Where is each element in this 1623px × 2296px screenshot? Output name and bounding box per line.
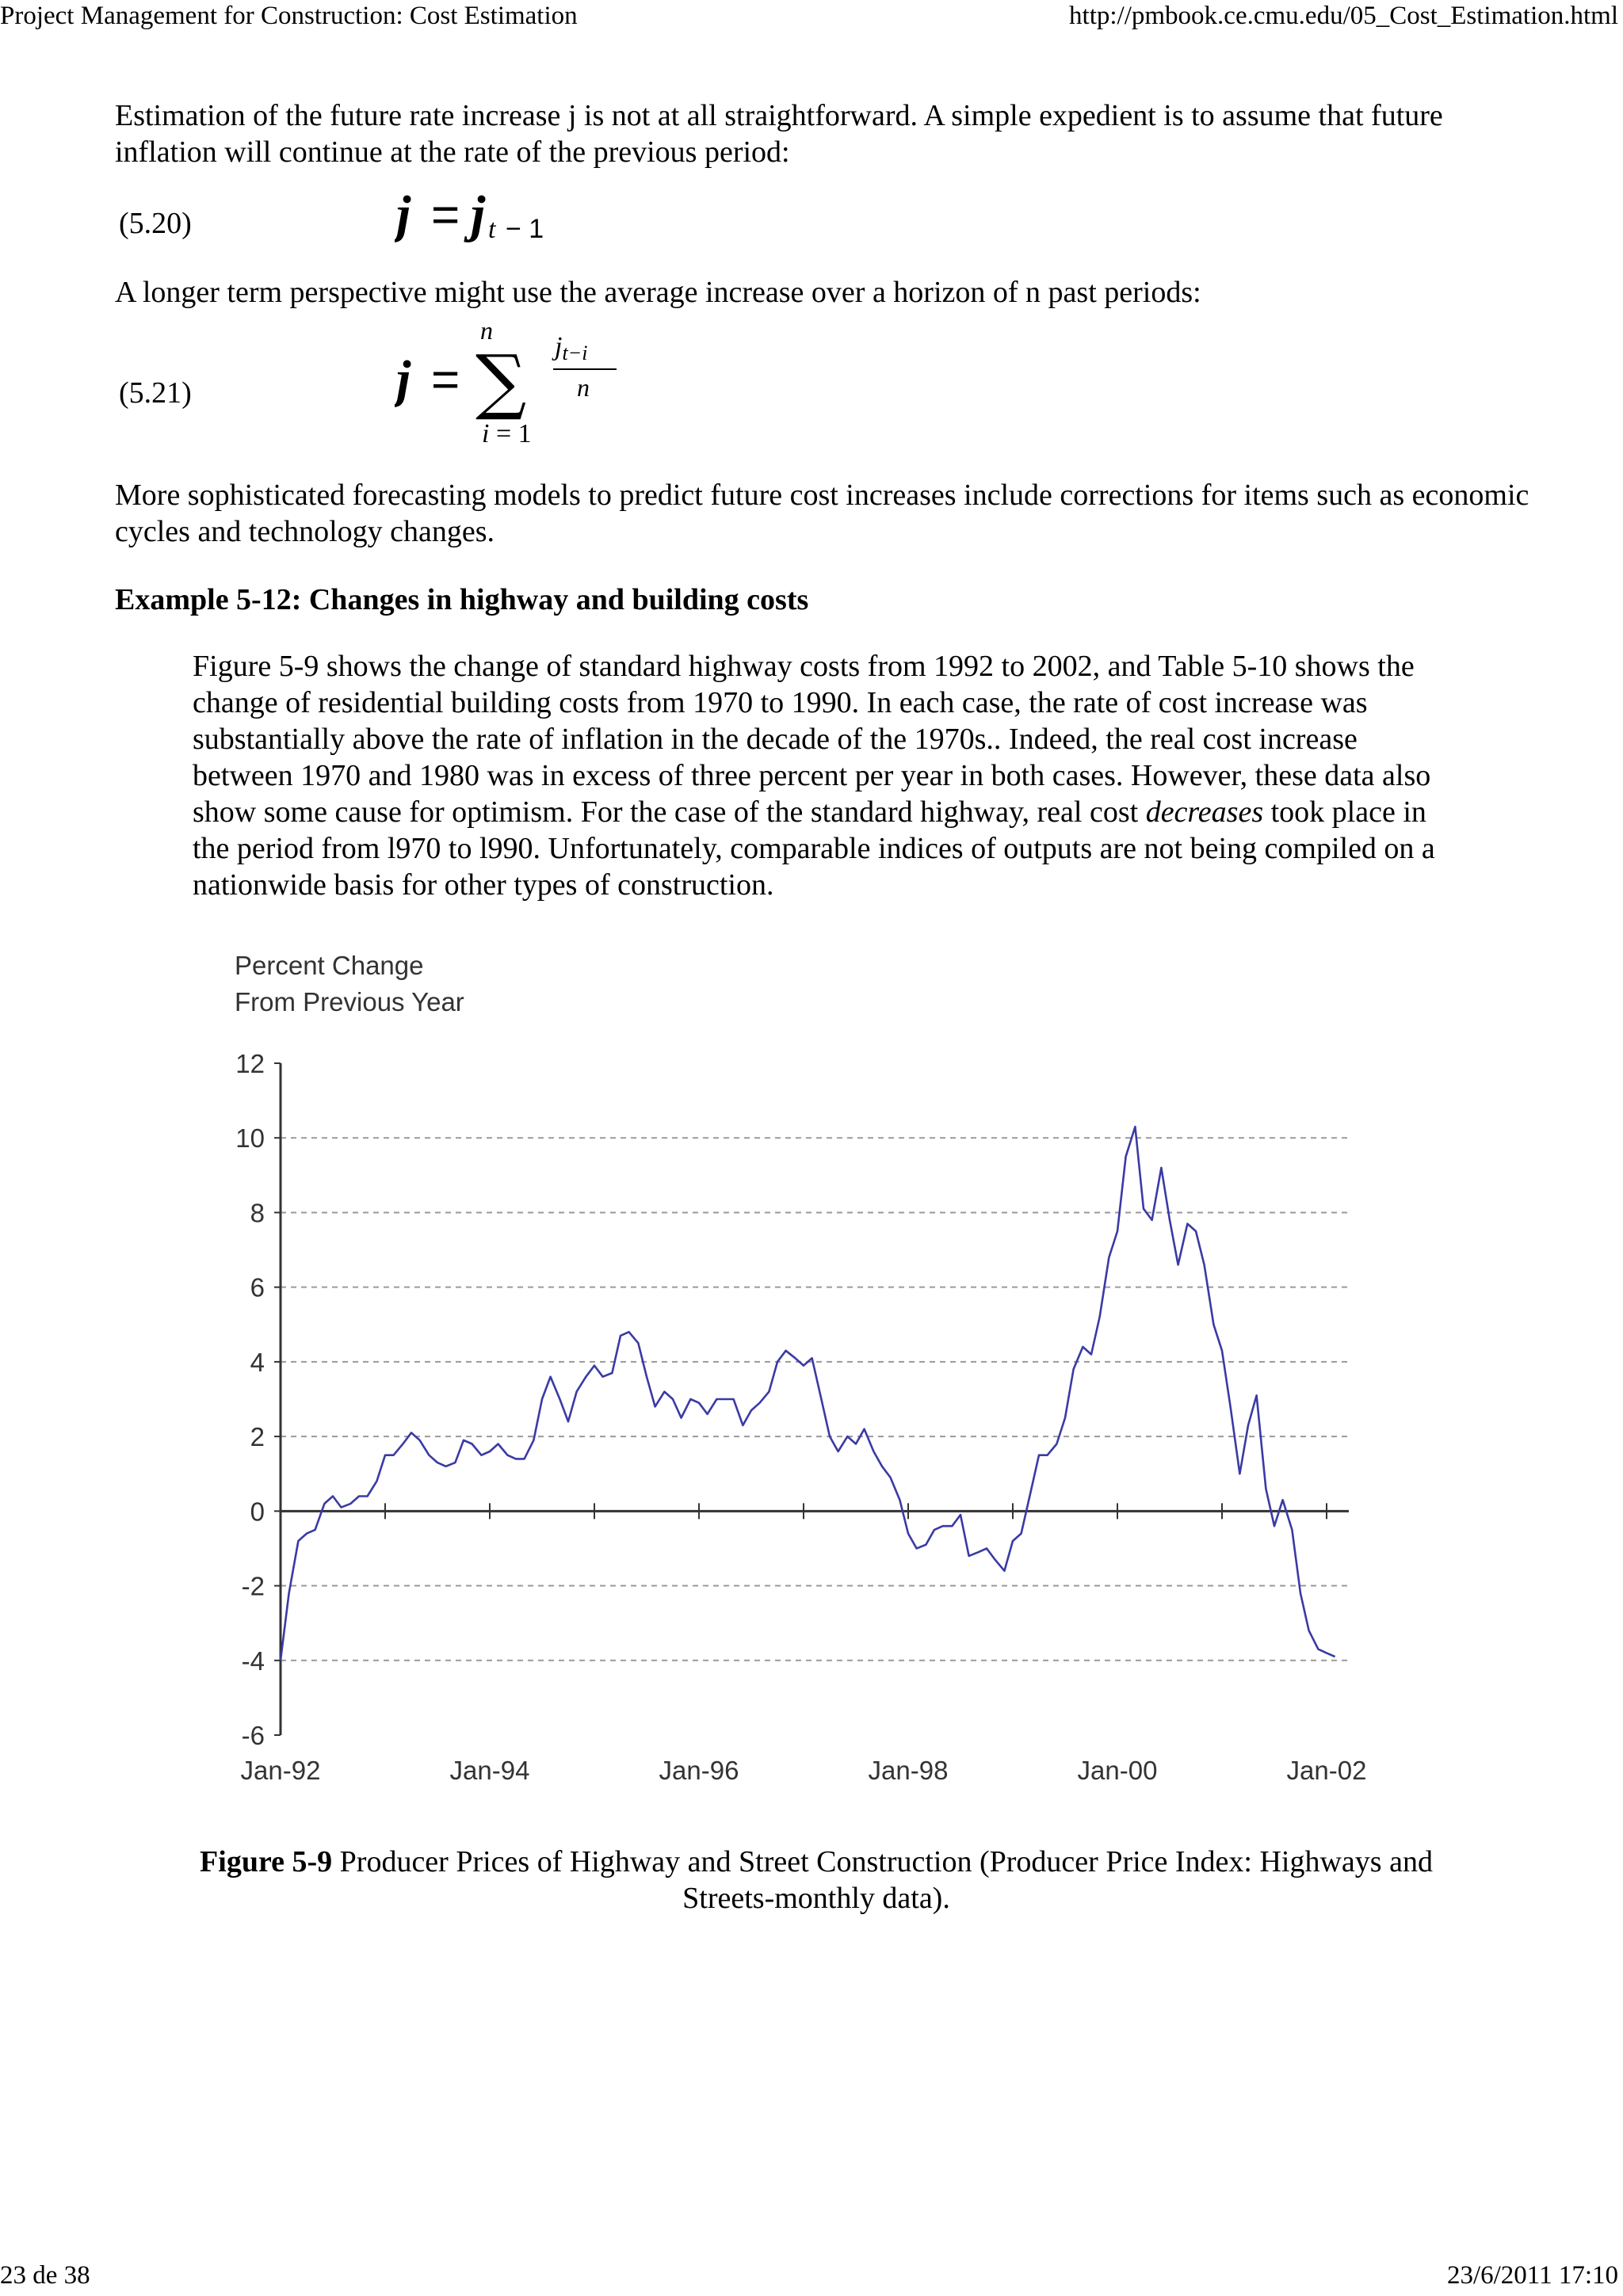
y-tick-label: 0 <box>250 1497 265 1527</box>
svg-text:j: j <box>471 185 486 243</box>
svg-text:n: n <box>480 317 493 345</box>
x-tick-label: Jan-94 <box>449 1756 530 1785</box>
svg-text:n: n <box>577 373 590 402</box>
example-heading: Example 5-12: Changes in highway and building costs <box>115 583 809 616</box>
svg-text:∑: ∑ <box>475 340 527 423</box>
example-emphasis: decreases <box>1145 795 1264 829</box>
caption-label: Figure 5-9 <box>200 1845 333 1878</box>
caption-text: Producer Prices of Highway and Street Construction (Producer Price Index: Highways and Streets-monthly data). <box>332 1845 1433 1915</box>
x-tick-label: Jan-92 <box>240 1756 321 1785</box>
paragraph-future-rate: Estimation of the future rate increase j is not at all straightforward. A simple expedient is to assume that future inflation will continue at the rate of the previous period: <box>115 99 1443 169</box>
y-tick-label: 10 <box>235 1123 265 1154</box>
paragraph-forecasting: More sophisticated forecasting models to predict future cost increases include corrections for items such as economic cycles and technology changes. <box>115 479 1529 548</box>
highway-ppi-chart <box>214 943 1371 1806</box>
y-tick-label: -4 <box>241 1646 265 1676</box>
y-axis-label-line: Percent Change <box>235 951 424 980</box>
equation-5-21 <box>395 317 632 463</box>
print-header-title: Project Management for Construction: Cost Estimation <box>0 2 578 30</box>
x-tick-label: Jan-02 <box>1286 1756 1367 1785</box>
y-tick-label: 4 <box>250 1347 265 1377</box>
svg-text:t: t <box>488 215 496 244</box>
svg-text:− 1: − 1 <box>506 214 544 244</box>
x-tick-label: Jan-00 <box>1077 1756 1158 1785</box>
y-tick-label: 2 <box>250 1422 265 1452</box>
print-footer-page: 23 de 38 <box>0 2261 90 2290</box>
y-axis-label-line: From Previous Year <box>235 987 464 1016</box>
data-line-series <box>281 1127 1335 1661</box>
svg-text:=: = <box>431 188 460 242</box>
y-tick-label: -6 <box>241 1721 265 1750</box>
figure-caption <box>151 1844 1482 1917</box>
y-tick-label: -2 <box>241 1571 265 1601</box>
print-footer-date: 23/6/2011 17:10 <box>1446 2261 1618 2290</box>
svg-text:jt−i: jt−i <box>555 332 588 364</box>
print-header-url: http://pmbook.ce.cmu.edu/05_Cost_Estimation.html <box>1069 2 1618 30</box>
y-tick-label: 6 <box>250 1272 265 1302</box>
svg-text:=: = <box>431 353 460 407</box>
svg-text:i = 1: i = 1 <box>482 419 532 448</box>
x-tick-label: Jan-98 <box>868 1756 949 1785</box>
paragraph-longer-term: A longer term perspective might use the average increase over a horizon of n past periods: <box>115 276 1201 309</box>
example-text-part1: Figure 5-9 shows the change of standard highway costs from 1992 to 2002, and Table 5-10 shows the change of residential building costs from 1970 to 1990. In each case, the rate of cost increase was substantially above the rate of inflation in the decade of the 1970s.. Indeed, the real cost increase between 1970 and 1980 was in excess of three percent per year in both cases. However, these data also show some cause for optimism. For the case of the standard highway, real cost <box>193 650 1431 829</box>
example-text-part2: took place in the period from l970 to l990. Unfortunately, comparable indices of outputs are not being compiled on a nationwide basis for other types of construction. <box>193 795 1435 902</box>
equation-number-5-21: (5.21) <box>119 376 192 410</box>
y-tick-label: 8 <box>250 1198 265 1228</box>
svg-text:j: j <box>396 350 411 408</box>
y-tick-label: 12 <box>235 1049 265 1078</box>
equation-5-20 <box>395 184 577 251</box>
svg-text:j: j <box>396 185 411 243</box>
example-paragraph <box>193 648 1461 903</box>
x-tick-label: Jan-96 <box>659 1756 739 1785</box>
equation-number-5-20: (5.20) <box>119 207 192 240</box>
